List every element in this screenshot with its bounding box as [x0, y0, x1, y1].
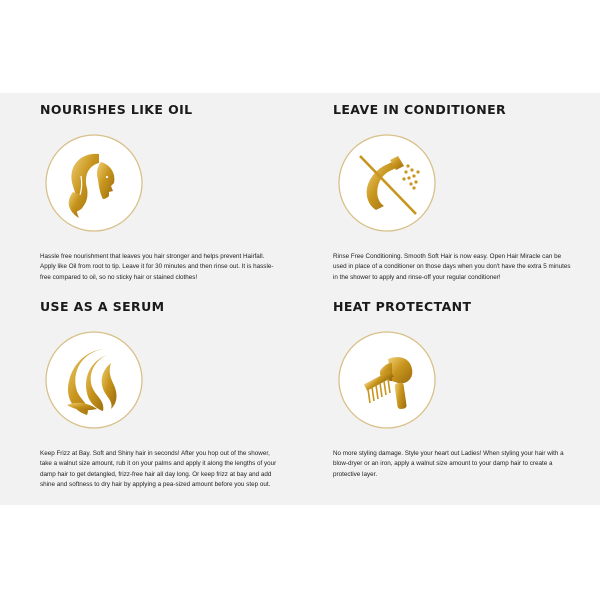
hair-dryer-and-comb-icon: [336, 329, 438, 431]
feature-title: HEAT PROTECTANT: [333, 299, 472, 314]
crossed-out-shower-icon: [336, 132, 438, 234]
features-panel: [0, 93, 600, 505]
feature-title: USE AS A SERUM: [40, 299, 165, 314]
feature-nourishes-like-oil: [40, 101, 285, 283]
feature-description: Keep Frizz at Bay. Soft and Shiny hair in seconds! After you hop out of the shower, take a walnut size amount, rub it on your palms and apply it along the lengths of your damp hair to get detangled, frizz-free hair all day long. Or keep frizz at bay and add shine and softness to dry hair by applying a pea-sized amount before you step out.: [40, 450, 277, 489]
feature-leave-in-conditioner: [333, 101, 578, 283]
feature-description: No more styling damage. Style your heart out Ladies! When styling your hair with a blow-dryer or an iron, apply a walnut size amount to your damp hair to create a protective layer.: [333, 450, 564, 478]
flowing-hair-icon: [43, 329, 145, 431]
feature-title: NOURISHES LIKE OIL: [40, 102, 193, 117]
feature-use-as-a-serum: [40, 298, 285, 491]
feature-description: Hassle free nourishment that leaves you hair stronger and helps prevent Hairfall. Apply like Oil from root to tip. Leave it for 30 minutes and then rinse out. It is hassle-free compared to oil, so no sticky hair or stained clothes!: [40, 253, 274, 281]
woman-with-flowing-hair-icon: [43, 132, 145, 234]
feature-heat-protectant: [333, 298, 578, 480]
feature-description: Rinse Free Conditioning. Smooth Soft Hair is now easy. Open Hair Miracle can be used in place of a conditioner on those days when you don't have the extra 5 minutes in the shower to apply and rinse-off your regular conditioner!: [333, 253, 571, 281]
feature-title: LEAVE IN CONDITIONER: [333, 102, 507, 117]
